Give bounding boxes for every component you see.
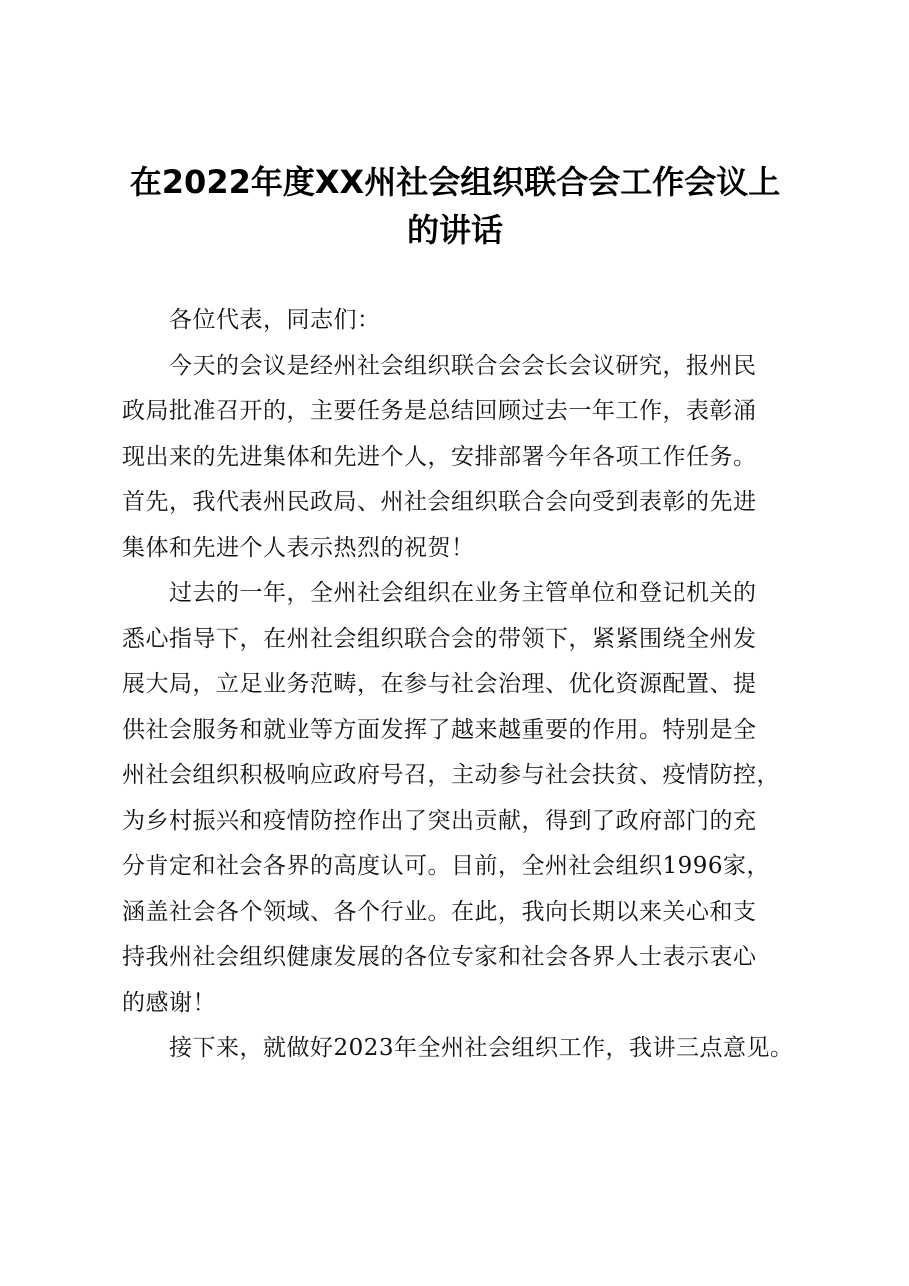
paragraph-review	[122, 571, 822, 1026]
text-line: 首先，我代表州民政局、州社会组织联合会向受到表彰的先进	[122, 489, 757, 515]
text-line: 过去的一年，全州社会组织在业务主管单位和登记机关的	[122, 580, 757, 606]
text-line: 分肯定和社会各界的高度认可。目前，全州社会组织1996家，	[122, 853, 771, 879]
text-line: 供社会服务和就业等方面发挥了越来越重要的作用。特别是全	[122, 716, 757, 743]
text-line: 的感谢！	[122, 989, 216, 1016]
title-line-2: 的讲话	[406, 211, 503, 249]
document-body	[122, 298, 822, 1072]
text-line: 州社会组织积极响应政府号召，主动参与社会扶贫、疫情防控，	[122, 762, 780, 788]
title-line-1: 在2022年度XX州社会组织联合会工作会议上	[129, 163, 781, 201]
text-line: 为乡村振兴和疫情防控作出了突出贡献，得到了政府部门的充	[122, 807, 757, 834]
text-line: 持我州社会组织健康发展的各位专家和社会各界人士表示衷心	[122, 944, 757, 970]
text-line: 今天的会议是经州社会组织联合会会长会议研究，报州民	[122, 352, 757, 379]
text-line: 接下来，就做好2023年全州社会组织工作，我讲三点意见。	[122, 1035, 794, 1061]
text-line: 政局批准召开的，主要任务是总结回顾过去一年工作，表彰涌	[122, 398, 757, 424]
paragraph-greeting	[122, 298, 822, 344]
text-line: 集体和先进个人表示热烈的祝贺！	[122, 534, 475, 561]
text-line: 悉心指导下，在州社会组织联合会的带领下，紧紧围绕全州发	[122, 625, 757, 652]
paragraph-opening	[122, 344, 822, 572]
text-line: 各位代表，同志们：	[122, 307, 381, 333]
text-line: 涵盖社会各个领域、各个行业。在此，我向长期以来关心和支	[122, 898, 757, 925]
text-line: 展大局，立足业务范畴，在参与社会治理、优化资源配置、提	[122, 671, 757, 697]
paragraph-next-steps	[122, 1026, 822, 1072]
document-title	[110, 158, 800, 254]
text-line: 现出来的先进集体和先进个人，安排部署今年各项工作任务。	[122, 443, 757, 470]
